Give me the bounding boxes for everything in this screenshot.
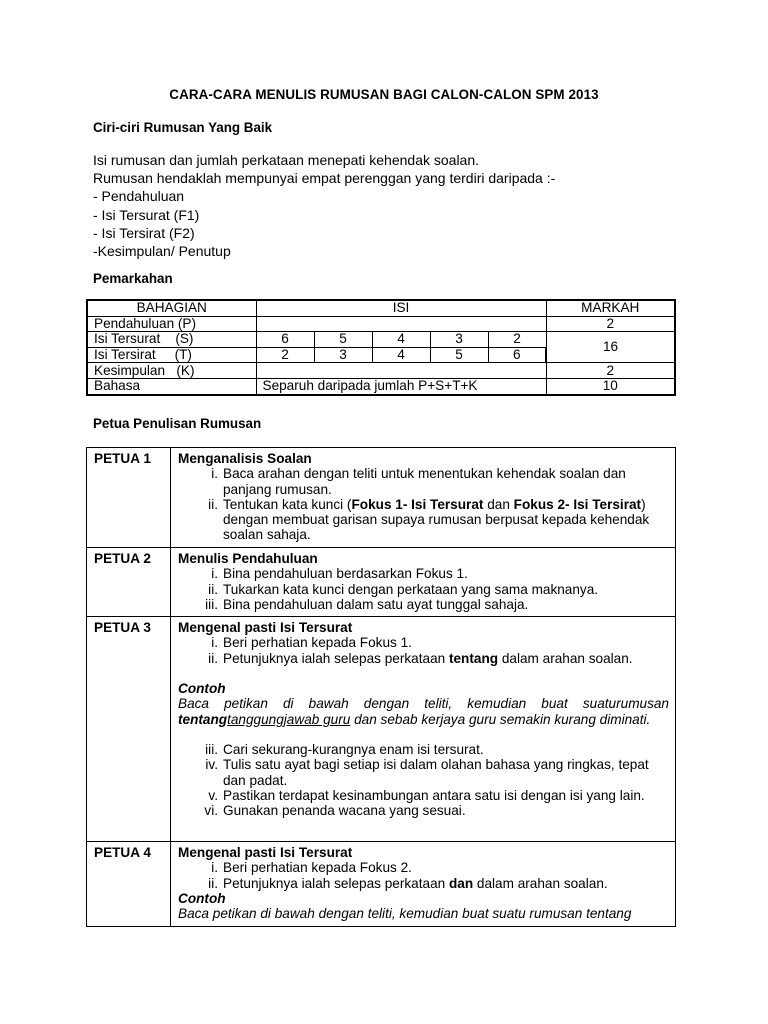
list-item bbox=[178, 651, 669, 666]
contoh-text: Baca petikan di bawah dengan teliti, kemudian buat suatu rumusan tentang bbox=[178, 906, 632, 922]
pemarkahan-table bbox=[86, 299, 676, 396]
contoh-label: Contoh bbox=[178, 891, 226, 907]
list-item bbox=[178, 566, 669, 581]
row-label: Bahasa bbox=[87, 378, 256, 394]
item-number: ii. bbox=[208, 650, 218, 666]
table-row bbox=[87, 548, 676, 617]
item-number: v. bbox=[208, 787, 218, 803]
item-text: Beri perhatian kepada Fokus 2. bbox=[223, 860, 412, 876]
item-text: Petunjuknya ialah selepas perkataan bbox=[223, 875, 449, 891]
score-cell: 2 bbox=[256, 347, 314, 363]
list-item bbox=[178, 742, 669, 757]
item-text: Tentukan kata kunci ( bbox=[223, 496, 352, 512]
header-bahagian: BAHAGIAN bbox=[87, 300, 256, 316]
item-number: i. bbox=[211, 566, 218, 582]
item-text: Tukarkan kata kunci dengan perkataan yang sama maknanya. bbox=[223, 581, 599, 597]
table-row bbox=[87, 378, 675, 394]
contoh-part-underlined: tanggungjawab guru bbox=[227, 711, 351, 727]
score-cell: 6 bbox=[256, 332, 314, 348]
row-label: Isi Tersirat (T) bbox=[87, 347, 256, 363]
contoh-label: Contoh bbox=[178, 681, 226, 697]
list-item bbox=[178, 582, 669, 597]
list-item bbox=[178, 860, 669, 875]
item-number: ii. bbox=[208, 496, 218, 512]
contoh-part: Baca petikan di bawah dengan teliti, kemudian buat suaturumusan bbox=[178, 696, 669, 712]
item-text: Baca arahan dengan teliti untuk menentukan kehendak soalan dan panjang rumusan. bbox=[223, 466, 626, 497]
empty-cell bbox=[256, 316, 546, 332]
row-label: Kesimpulan (K) bbox=[87, 363, 256, 379]
item-text: Beri perhatian kepada Fokus 1. bbox=[223, 635, 412, 651]
score-cell: 4 bbox=[372, 332, 430, 348]
item-number: vi. bbox=[204, 803, 218, 819]
ciri-line: -Kesimpulan/ Penutup bbox=[93, 243, 231, 260]
list-item bbox=[178, 788, 669, 803]
table-row bbox=[87, 300, 675, 316]
item-text-bold: dan bbox=[448, 875, 474, 891]
petua-body bbox=[171, 617, 676, 842]
table-row bbox=[87, 363, 675, 379]
item-text: dan bbox=[483, 496, 514, 512]
row-markah: 2 bbox=[546, 316, 675, 332]
table-row bbox=[87, 332, 675, 348]
petua-label: PETUA 2 bbox=[87, 548, 171, 617]
item-text-bold: Fokus 1- Isi Tersurat bbox=[351, 496, 484, 512]
ciri-heading: Ciri-ciri Rumusan Yang Baik bbox=[93, 120, 273, 135]
petua-title: Menulis Pendahuluan bbox=[178, 551, 318, 566]
ciri-line: - Isi Tersirat (F2) bbox=[93, 224, 195, 241]
item-number: i. bbox=[211, 860, 218, 876]
petua-label: PETUA 1 bbox=[87, 448, 171, 548]
table-row bbox=[87, 617, 676, 842]
petua-label: PETUA 3 bbox=[87, 617, 171, 842]
item-number: ii. bbox=[208, 581, 218, 597]
ciri-line: - Pendahuluan bbox=[93, 188, 185, 205]
item-number: i. bbox=[211, 635, 218, 651]
petua-table bbox=[86, 447, 676, 927]
ciri-line: Isi rumusan dan jumlah perkataan menepati kehendak soalan. bbox=[93, 152, 480, 168]
contoh-part: dan sebab kerjaya guru semakin kurang diminati. bbox=[350, 711, 651, 727]
item-number: i. bbox=[211, 466, 218, 482]
item-text-bold: tentang bbox=[448, 650, 499, 666]
header-markah: MARKAH bbox=[546, 300, 675, 316]
list-item bbox=[178, 466, 669, 497]
item-text: dalam arahan soalan. bbox=[498, 650, 633, 666]
score-cell: 6 bbox=[488, 347, 546, 363]
score-cell: 5 bbox=[314, 332, 372, 348]
petua-heading: Petua Penulisan Rumusan bbox=[93, 416, 262, 431]
score-cell: 3 bbox=[430, 332, 488, 348]
table-row bbox=[87, 448, 676, 548]
contoh-text bbox=[178, 696, 669, 727]
score-cell: 5 bbox=[430, 347, 488, 363]
ciri-line: Rumusan hendaklah mempunyai empat perenggan yang terdiri daripada :- bbox=[93, 170, 556, 187]
score-cell: 2 bbox=[488, 332, 546, 348]
empty-cell bbox=[256, 363, 546, 379]
list-item bbox=[178, 597, 669, 612]
petua-title: Mengenal pasti Isi Tersurat bbox=[178, 620, 353, 636]
list-item bbox=[178, 497, 669, 543]
item-text: Tulis satu ayat bagi setiap isi dalam olahan bahasa yang ringkas, tepat dan padat. bbox=[223, 757, 649, 788]
score-cell: 3 bbox=[314, 347, 372, 363]
list-item bbox=[178, 757, 669, 788]
list-item bbox=[178, 635, 669, 650]
item-text: ) dengan membuat garisan supaya rumusan berpusat kepada kehendak soalan sahaja. bbox=[223, 496, 650, 543]
row-label: Isi Tersurat (S) bbox=[87, 332, 256, 348]
ciri-line: - Isi Tersurat (F1) bbox=[93, 206, 200, 223]
row-markah: 2 bbox=[546, 363, 675, 379]
list-item bbox=[178, 803, 669, 818]
item-text: Bina pendahuluan dalam satu ayat tunggal sahaja. bbox=[223, 596, 529, 612]
petua-title: Mengenal pasti Isi Tersurat bbox=[178, 845, 353, 861]
item-text: Petunjuknya ialah selepas perkataan bbox=[223, 650, 449, 666]
ciri-list bbox=[93, 151, 555, 260]
row-label: Pendahuluan (P) bbox=[87, 316, 256, 332]
header-isi: ISI bbox=[256, 300, 546, 316]
petua-body bbox=[171, 448, 676, 548]
item-text-bold: Fokus 2- Isi Tersirat bbox=[513, 496, 642, 512]
item-text: dalam arahan soalan. bbox=[473, 875, 608, 891]
item-number: iii. bbox=[205, 741, 218, 757]
table-row bbox=[87, 842, 676, 926]
item-number: ii. bbox=[208, 875, 218, 891]
contoh-part-bold: tentang bbox=[178, 711, 228, 727]
item-text: Pastikan terdapat kesinambungan antara satu isi dengan isi yang lain. bbox=[223, 787, 645, 803]
petua-body bbox=[171, 842, 676, 926]
table-row bbox=[87, 316, 675, 332]
petua-title: Menganalisis Soalan bbox=[178, 451, 312, 466]
item-text: Bina pendahuluan berdasarkan Fokus 1. bbox=[223, 566, 468, 582]
petua-label: PETUA 4 bbox=[87, 842, 171, 926]
item-text: Gunakan penanda wacana yang sesuai. bbox=[223, 803, 466, 819]
row-markah: 16 bbox=[546, 332, 675, 363]
item-number: iv. bbox=[205, 757, 218, 773]
document-title: CARA-CARA MENULIS RUMUSAN BAGI CALON-CALON SPM 2013 bbox=[169, 87, 599, 102]
row-isi: Separuh daripada jumlah P+S+T+K bbox=[256, 378, 546, 394]
petua-body bbox=[171, 548, 676, 617]
list-item bbox=[178, 876, 669, 891]
item-number: iii. bbox=[205, 596, 218, 612]
score-cell: 4 bbox=[372, 347, 430, 363]
item-text: Cari sekurang-kurangnya enam isi tersurat. bbox=[223, 741, 484, 757]
row-markah: 10 bbox=[546, 378, 675, 394]
pemarkahan-heading: Pemarkahan bbox=[93, 271, 173, 286]
